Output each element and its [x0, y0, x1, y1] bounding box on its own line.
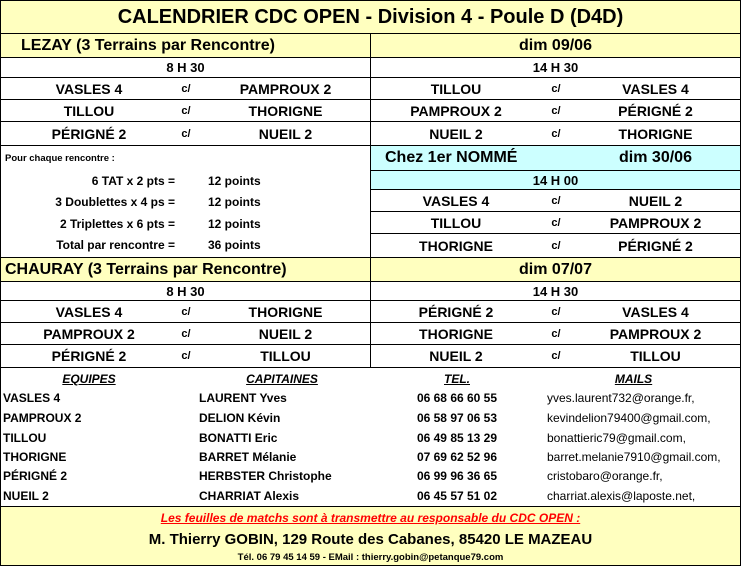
match-vs: c/ [181, 127, 191, 140]
round3-right-time: 14 H 30 [532, 283, 579, 299]
round3-match-row [1, 345, 740, 368]
match-vs: c/ [181, 305, 191, 318]
points-value: 12 points [208, 217, 261, 231]
contact-tel: 06 99 96 36 65 [416, 469, 498, 483]
match-vs: c/ [181, 327, 191, 340]
round2-venue: Chez 1er NOMMÉ [385, 149, 518, 166]
round2-match-row [371, 234, 740, 258]
contact-captain: LAURENT Yves [199, 391, 287, 405]
round1-date: dim 09/06 [519, 36, 592, 54]
round2-header [371, 146, 740, 171]
contact-row [1, 447, 740, 467]
contacts-header [1, 369, 740, 389]
match-away: THORIGNE [618, 125, 693, 142]
round3-date: dim 07/07 [519, 260, 592, 278]
match-away: NUEIL 2 [201, 122, 371, 145]
match-vs: c/ [551, 127, 561, 140]
contact-team: NUEIL 2 [3, 488, 49, 503]
header-mails: MAILS [614, 372, 653, 386]
points-block [1, 146, 371, 258]
match-away: VASLES 4 [622, 303, 689, 320]
round3-left-time: 8 H 30 [1, 282, 371, 300]
contact-captain: CHARRIAT Alexis [199, 488, 300, 503]
match-away: NUEIL 2 [628, 192, 683, 209]
points-value: 36 points [208, 238, 261, 252]
round2-time-row [371, 171, 740, 190]
round1-match-row [1, 78, 740, 100]
points-label: 3 Doublettes x 4 ps = [55, 195, 175, 209]
match-vs: c/ [551, 194, 561, 207]
match-home: NUEIL 2 [429, 348, 483, 364]
round2-time: 14 H 00 [532, 172, 579, 188]
contact-mail[interactable]: charriat.alexis@laposte.net, [547, 488, 696, 503]
match-vs: c/ [551, 104, 561, 117]
footer-contact: Tél. 06 79 45 14 59 - EMail : thierry.gobin@petanque79.com [237, 551, 504, 563]
match-away: VASLES 4 [622, 80, 689, 97]
footer [1, 507, 740, 565]
match-home: NUEIL 2 [429, 125, 483, 142]
match-home: TILLOU [430, 80, 482, 97]
match-vs: c/ [181, 82, 191, 95]
round2-match-row [371, 190, 740, 212]
points-label: 6 TAT x 2 pts = [91, 174, 175, 188]
contact-tel: 06 49 85 13 29 [416, 431, 498, 445]
contact-tel: 06 58 97 06 53 [416, 411, 498, 425]
header-captains: CAPITAINES [246, 372, 318, 386]
round3-header [1, 258, 740, 282]
match-home: THORIGNE [419, 325, 493, 342]
match-vs: c/ [551, 239, 561, 252]
points-label: Total par rencontre = [56, 238, 175, 252]
match-away: PÉRIGNÉ 2 [618, 102, 693, 119]
round1-match-row [1, 122, 740, 146]
contact-tel: 06 45 57 51 02 [416, 488, 498, 503]
match-away: THORIGNE [201, 301, 371, 322]
points-value: 12 points [208, 174, 261, 188]
round1-times [1, 58, 740, 78]
match-vs: c/ [181, 350, 191, 362]
points-label: 2 Triplettes x 6 pts = [59, 217, 175, 231]
contact-captain: BONATTI Eric [199, 431, 278, 445]
page-title: CALENDRIER CDC OPEN - Division 4 - Poule D (D4D) [117, 5, 624, 28]
match-home: VASLES 4 [55, 80, 123, 97]
match-away: TILLOU [630, 348, 681, 364]
title-row [1, 1, 740, 34]
contact-row [1, 408, 740, 428]
match-away: PÉRIGNÉ 2 [618, 237, 693, 254]
round3-match-row [1, 301, 740, 323]
contact-mail[interactable]: kevindelion79400@gmail.com, [547, 411, 711, 425]
contact-team: TILLOU [3, 431, 47, 445]
round3-venue: CHAURAY (3 Terrains par Rencontre) [1, 258, 371, 281]
match-home: PÉRIGNÉ 2 [51, 125, 127, 142]
round3-match-row [1, 323, 740, 345]
round2-date: dim 30/06 [619, 149, 692, 166]
match-away: PAMPROUX 2 [609, 214, 702, 231]
round1-venue: LEZAY (3 Terrains par Rencontre) [1, 34, 371, 57]
points-header: Pour chaque rencontre : [5, 152, 115, 164]
match-vs: c/ [551, 327, 561, 340]
match-home: PAMPROUX 2 [410, 102, 502, 119]
round1-header [1, 34, 740, 58]
contact-captain: BARRET Mélanie [199, 450, 297, 464]
header-teams: EQUIPES [62, 372, 116, 386]
round3-times [1, 282, 740, 301]
match-home: THORIGNE [419, 237, 493, 254]
contact-mail[interactable]: barret.melanie7910@gmail.com, [547, 450, 721, 464]
footer-notice: Les feuilles de matchs sont à transmettre au responsable du CDC OPEN : [160, 511, 581, 525]
match-away: PAMPROUX 2 [201, 78, 371, 99]
match-vs: c/ [551, 305, 561, 318]
contact-row [1, 388, 740, 408]
contact-mail[interactable]: bonattieric79@gmail.com, [547, 431, 686, 445]
match-home: TILLOU [63, 102, 115, 119]
footer-address: M. Thierry GOBIN, 129 Route des Cabanes, 85420 LE MAZEAU [148, 530, 593, 548]
contact-captain: HERBSTER Christophe [199, 469, 332, 483]
match-home: TILLOU [430, 214, 482, 231]
contact-tel: 06 68 66 60 55 [416, 391, 498, 405]
match-home: VASLES 4 [422, 192, 490, 209]
match-home: PÉRIGNÉ 2 [418, 303, 494, 320]
match-vs: c/ [551, 82, 561, 95]
contact-mail[interactable]: cristobaro@orange.fr, [547, 469, 663, 483]
round1-match-row [1, 100, 740, 122]
contact-row [1, 428, 740, 448]
match-home: VASLES 4 [55, 303, 123, 320]
contact-team: PÉRIGNÉ 2 [3, 469, 68, 483]
match-vs: c/ [551, 350, 561, 362]
contact-team: VASLES 4 [3, 391, 61, 405]
contact-row [1, 466, 740, 486]
match-vs: c/ [181, 104, 191, 117]
header-tel: TEL. [444, 372, 470, 386]
contact-mail[interactable]: yves.laurent732@orange.fr, [547, 391, 695, 405]
round2-block [371, 146, 740, 258]
contact-team: PAMPROUX 2 [3, 411, 82, 425]
contact-team: THORIGNE [3, 450, 67, 464]
round1-left-time: 8 H 30 [1, 58, 371, 77]
contact-tel: 07 69 62 52 96 [416, 450, 498, 464]
match-home: PAMPROUX 2 [43, 325, 135, 342]
match-away: NUEIL 2 [201, 323, 371, 344]
contact-row [1, 485, 740, 507]
match-home: PÉRIGNÉ 2 [51, 348, 127, 364]
match-away: THORIGNE [201, 100, 371, 121]
round2-match-row [371, 212, 740, 234]
match-away: PAMPROUX 2 [609, 325, 702, 342]
round1-right-time: 14 H 30 [532, 60, 579, 75]
points-value: 12 points [208, 195, 261, 209]
match-away: TILLOU [201, 345, 371, 367]
match-vs: c/ [551, 216, 561, 229]
contact-captain: DELION Kévin [199, 411, 281, 425]
